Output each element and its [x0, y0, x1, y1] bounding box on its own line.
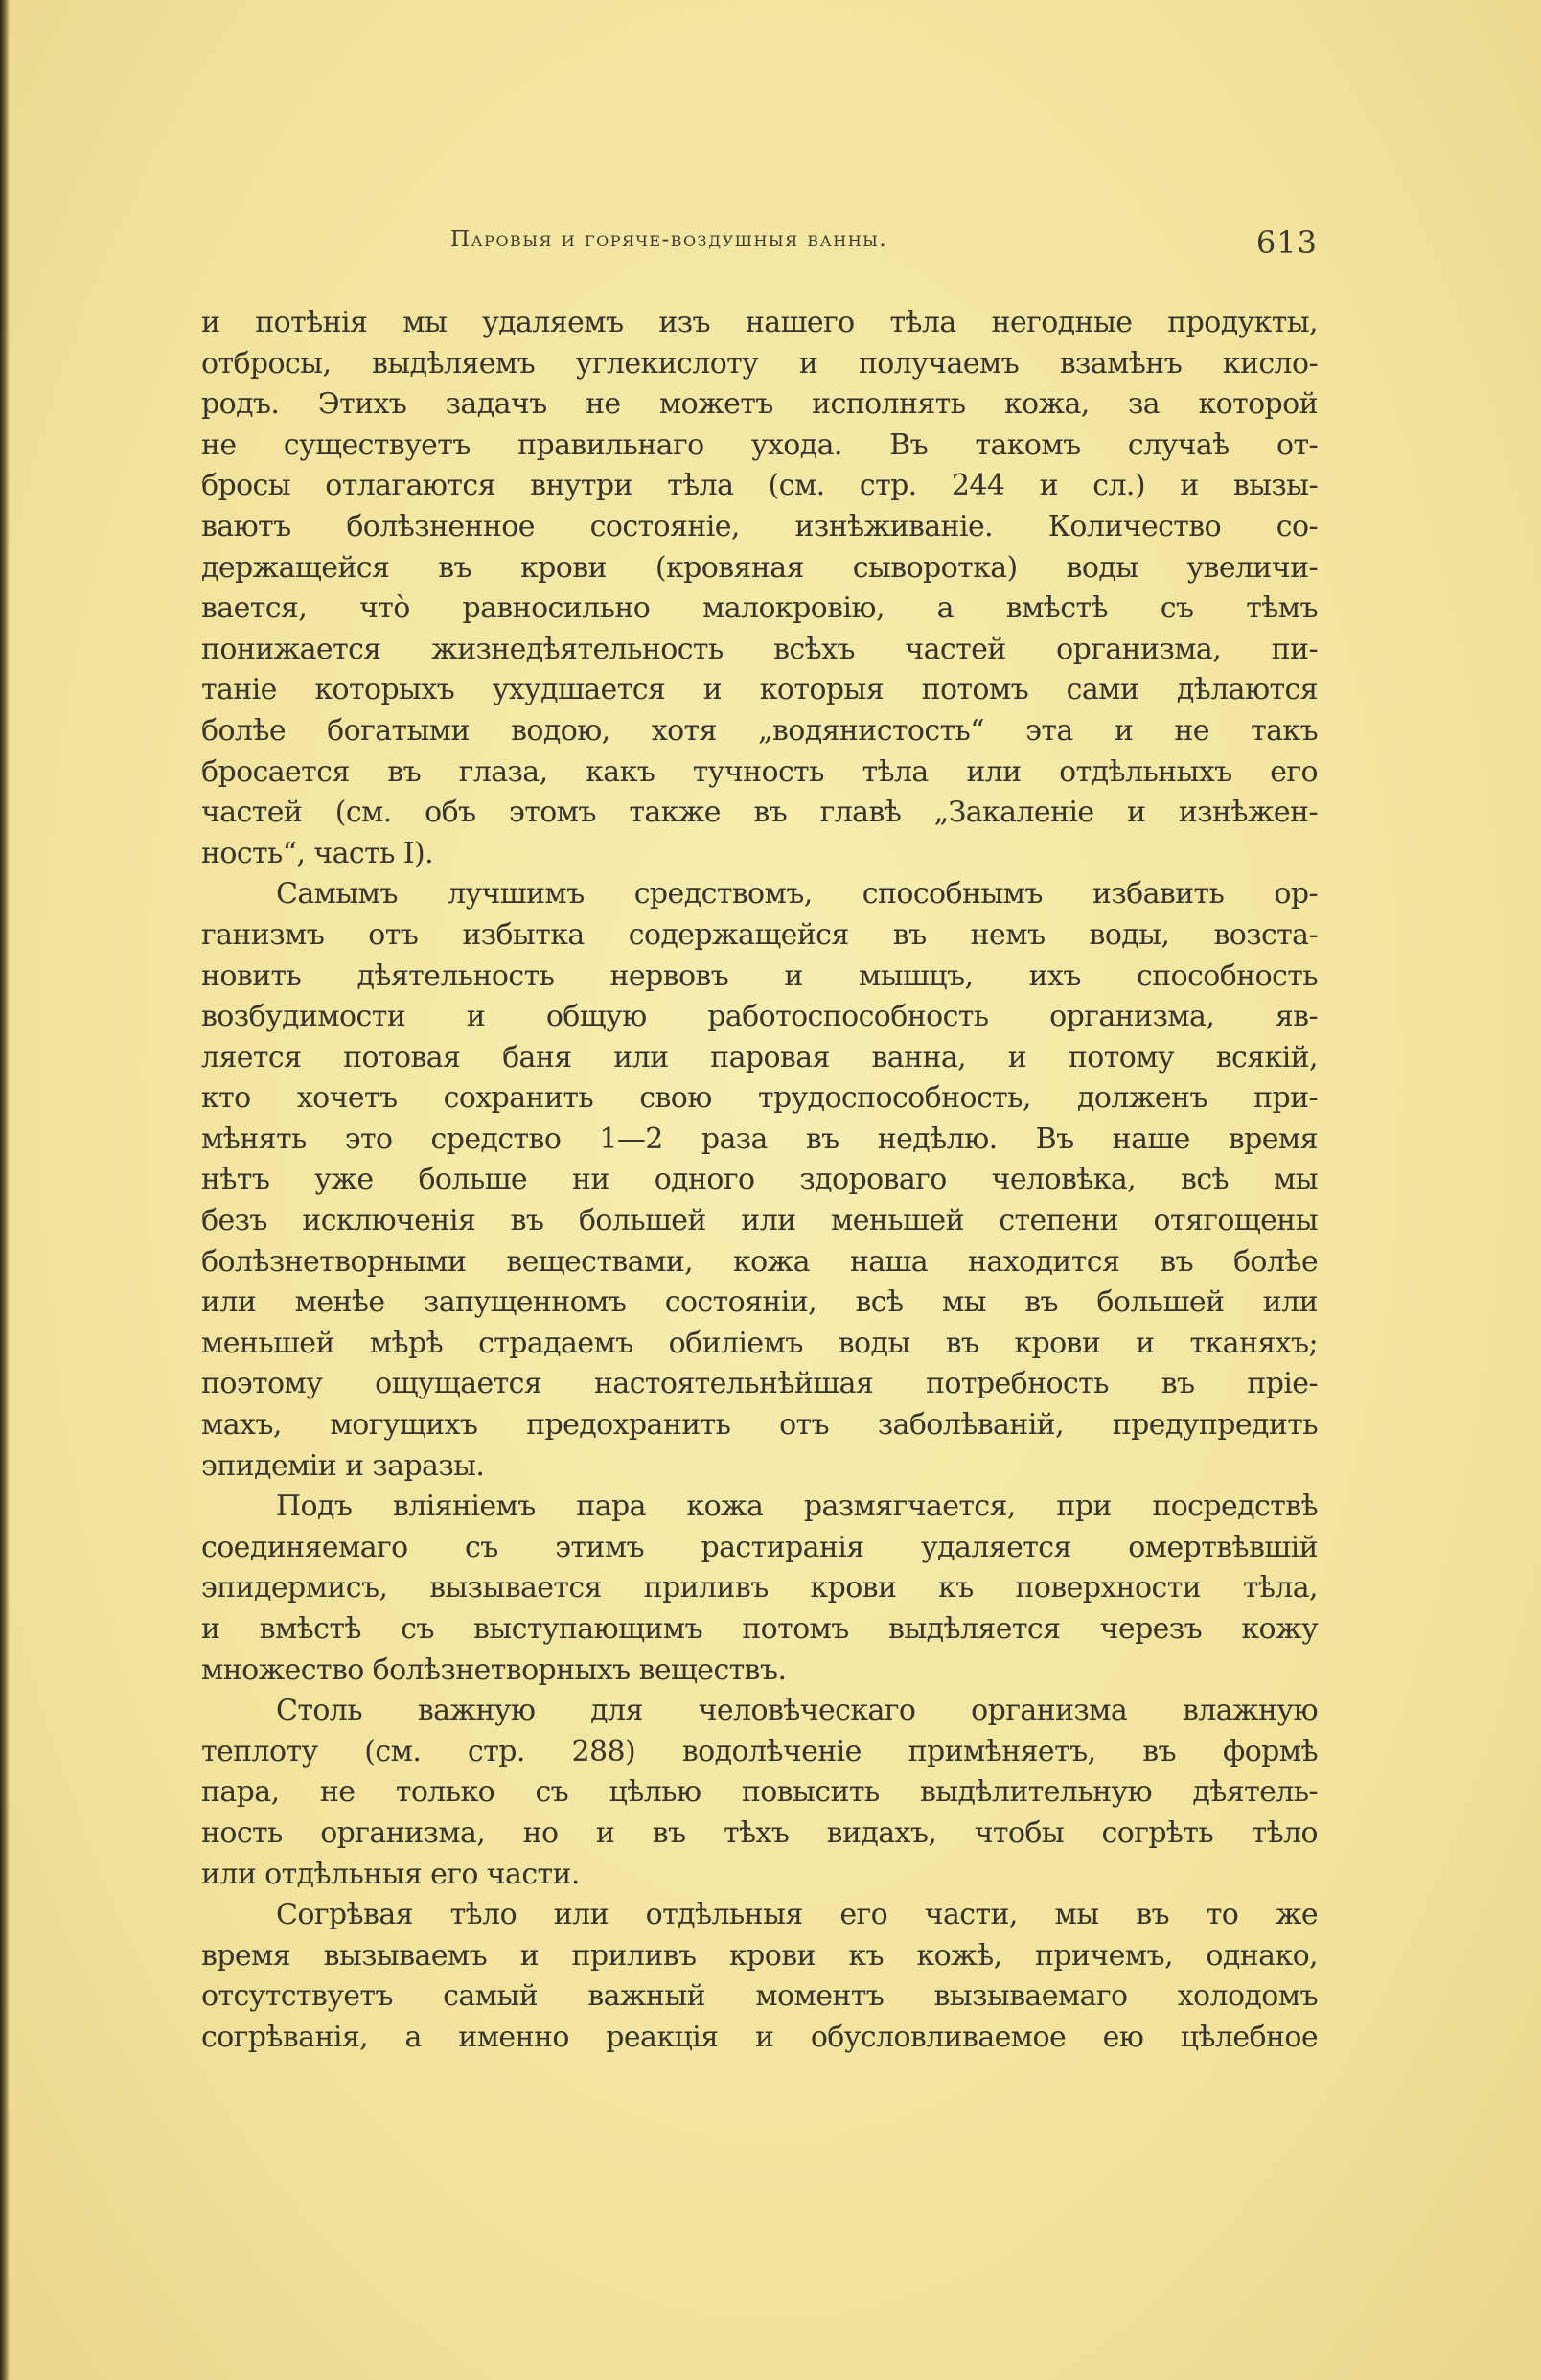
text-line: бросается въ глаза, какъ тучность тѣла или отдѣльныхъ его	[201, 754, 1318, 789]
page-number: 613	[1255, 224, 1318, 261]
paragraph-5	[201, 1895, 1318, 2058]
text-line: понижается жизнедѣятельность всѣхъ частей организма, пи-	[201, 632, 1318, 666]
text-line: меньшей мѣрѣ страдаемъ обиліемъ воды въ крови и тканяхъ;	[201, 1326, 1318, 1360]
text-line: эпидеміи и заразы.	[201, 1448, 485, 1483]
text-line: вается, что̀ равносильно малокровію, а вмѣстѣ съ тѣмъ	[201, 591, 1318, 626]
text-line: эпидермисъ, вызывается приливъ крови къ поверхности тѣла,	[201, 1571, 1318, 1606]
text-line: болѣе богатыми водою, хотя „водянистость“ эта и не такъ	[201, 713, 1318, 748]
text-line: бросы отлагаются внутри тѣла (см. стр. 244 и сл.) и вызы-	[201, 469, 1318, 503]
text-line: ность“, часть I).	[201, 836, 434, 870]
text-line: ляется потовая баня или паровая ванна, и потому всякій,	[201, 1040, 1318, 1074]
text-line: Подъ вліяніемъ пара кожа размягчается, при посредствѣ	[276, 1490, 1318, 1524]
paragraph-4	[201, 1691, 1318, 1895]
text-line: пара, не только съ цѣлью повысить выдѣлительную дѣятель-	[201, 1775, 1318, 1810]
text-line: таніе которыхъ ухудшается и которыя потомъ сами дѣлаются	[201, 673, 1318, 707]
text-line: ганизмъ отъ избытка содержащейся въ немъ воды, возста-	[201, 917, 1318, 952]
text-line: держащейся въ крови (кровяная сыворотка) воды увеличи-	[201, 550, 1318, 585]
page-header	[201, 224, 1318, 266]
text-line: отсутствуетъ самый важный моментъ вызываемаго холодомъ	[201, 1979, 1318, 2014]
text-line: ваютъ болѣзненное состояніе, изнѣживаніе. Количество со-	[201, 509, 1318, 543]
text-line: болѣзнетворными веществами, кожа наша находится въ болѣе	[201, 1244, 1318, 1279]
text-line: и потѣнія мы удаляемъ изъ нашего тѣла негодные продукты,	[201, 306, 1318, 339]
text-line: нѣтъ уже больше ни одного здороваго человѣка, всѣ мы	[201, 1163, 1318, 1197]
text-line: не существуетъ правильнаго ухода. Въ такомъ случаѣ от-	[201, 427, 1318, 462]
text-line: и вмѣстѣ съ выступающимъ потомъ выдѣляется черезъ кожу	[201, 1612, 1318, 1646]
text-line: множество болѣзнетворныхъ веществъ.	[201, 1652, 787, 1687]
text-line: соединяемаго съ этимъ растиранія удаляется омертвѣвшій	[201, 1530, 1318, 1564]
text-line: родъ. Этихъ задачъ не можетъ исполнять кожа, за которой	[201, 387, 1318, 422]
page-edge-shadow	[0, 0, 10, 2380]
text-line: Согрѣвая тѣло или отдѣльныя его части, мы въ то же	[276, 1898, 1318, 1932]
text-line: поэтому ощущается настоятельнѣйшая потребность въ пріе-	[201, 1367, 1318, 1401]
running-head: Паровыя и горяче-воздушныя ванны.	[450, 227, 888, 252]
text-line: отбросы, выдѣляемъ углекислоту и получаемъ взамѣнъ кисло-	[201, 346, 1318, 381]
text-line: ность организма, но и въ тѣхъ видахъ, чтобы согрѣть тѣло	[201, 1815, 1318, 1850]
body-text	[201, 303, 1318, 2059]
text-line: частей (см. объ этомъ также въ главѣ „Закаленіе и изнѣжен-	[201, 796, 1318, 830]
paragraph-3	[201, 1487, 1318, 1691]
text-line: или отдѣльныя его части.	[201, 1857, 580, 1891]
text-line: время вызываемъ и приливъ крови къ кожѣ, причемъ, однако,	[201, 1938, 1318, 1973]
text-line: Столь важную для человѣческаго организма влажную	[276, 1694, 1318, 1728]
text-line: возбудимости и общую работоспособность организма, яв-	[201, 1000, 1318, 1034]
paragraph-1	[201, 303, 1318, 874]
text-line: махъ, могущихъ предохранить отъ заболѣваній, предупредить	[201, 1408, 1318, 1443]
text-line: новить дѣятельность нервовъ и мышцъ, ихъ способность	[201, 959, 1318, 993]
paragraph-2	[201, 874, 1318, 1487]
text-line: безъ исключенія въ большей или меньшей степени отягощены	[201, 1204, 1318, 1238]
text-line: или менѣе запущенномъ состояніи, всѣ мы въ большей или	[201, 1285, 1318, 1320]
text-line: кто хочетъ сохранить свою трудоспособность, долженъ при-	[201, 1081, 1318, 1116]
text-line: согрѣванія, а именно реакція и обусловливаемое ею цѣлебное	[201, 2020, 1318, 2054]
text-line: мѣнять это средство 1—2 раза въ недѣлю. Въ наше время	[201, 1121, 1318, 1156]
text-line: теплоту (см. стр. 288) водолѣченіе примѣняетъ, въ формѣ	[201, 1734, 1318, 1768]
text-line: Самымъ лучшимъ средствомъ, способнымъ избавить ор-	[276, 877, 1318, 912]
